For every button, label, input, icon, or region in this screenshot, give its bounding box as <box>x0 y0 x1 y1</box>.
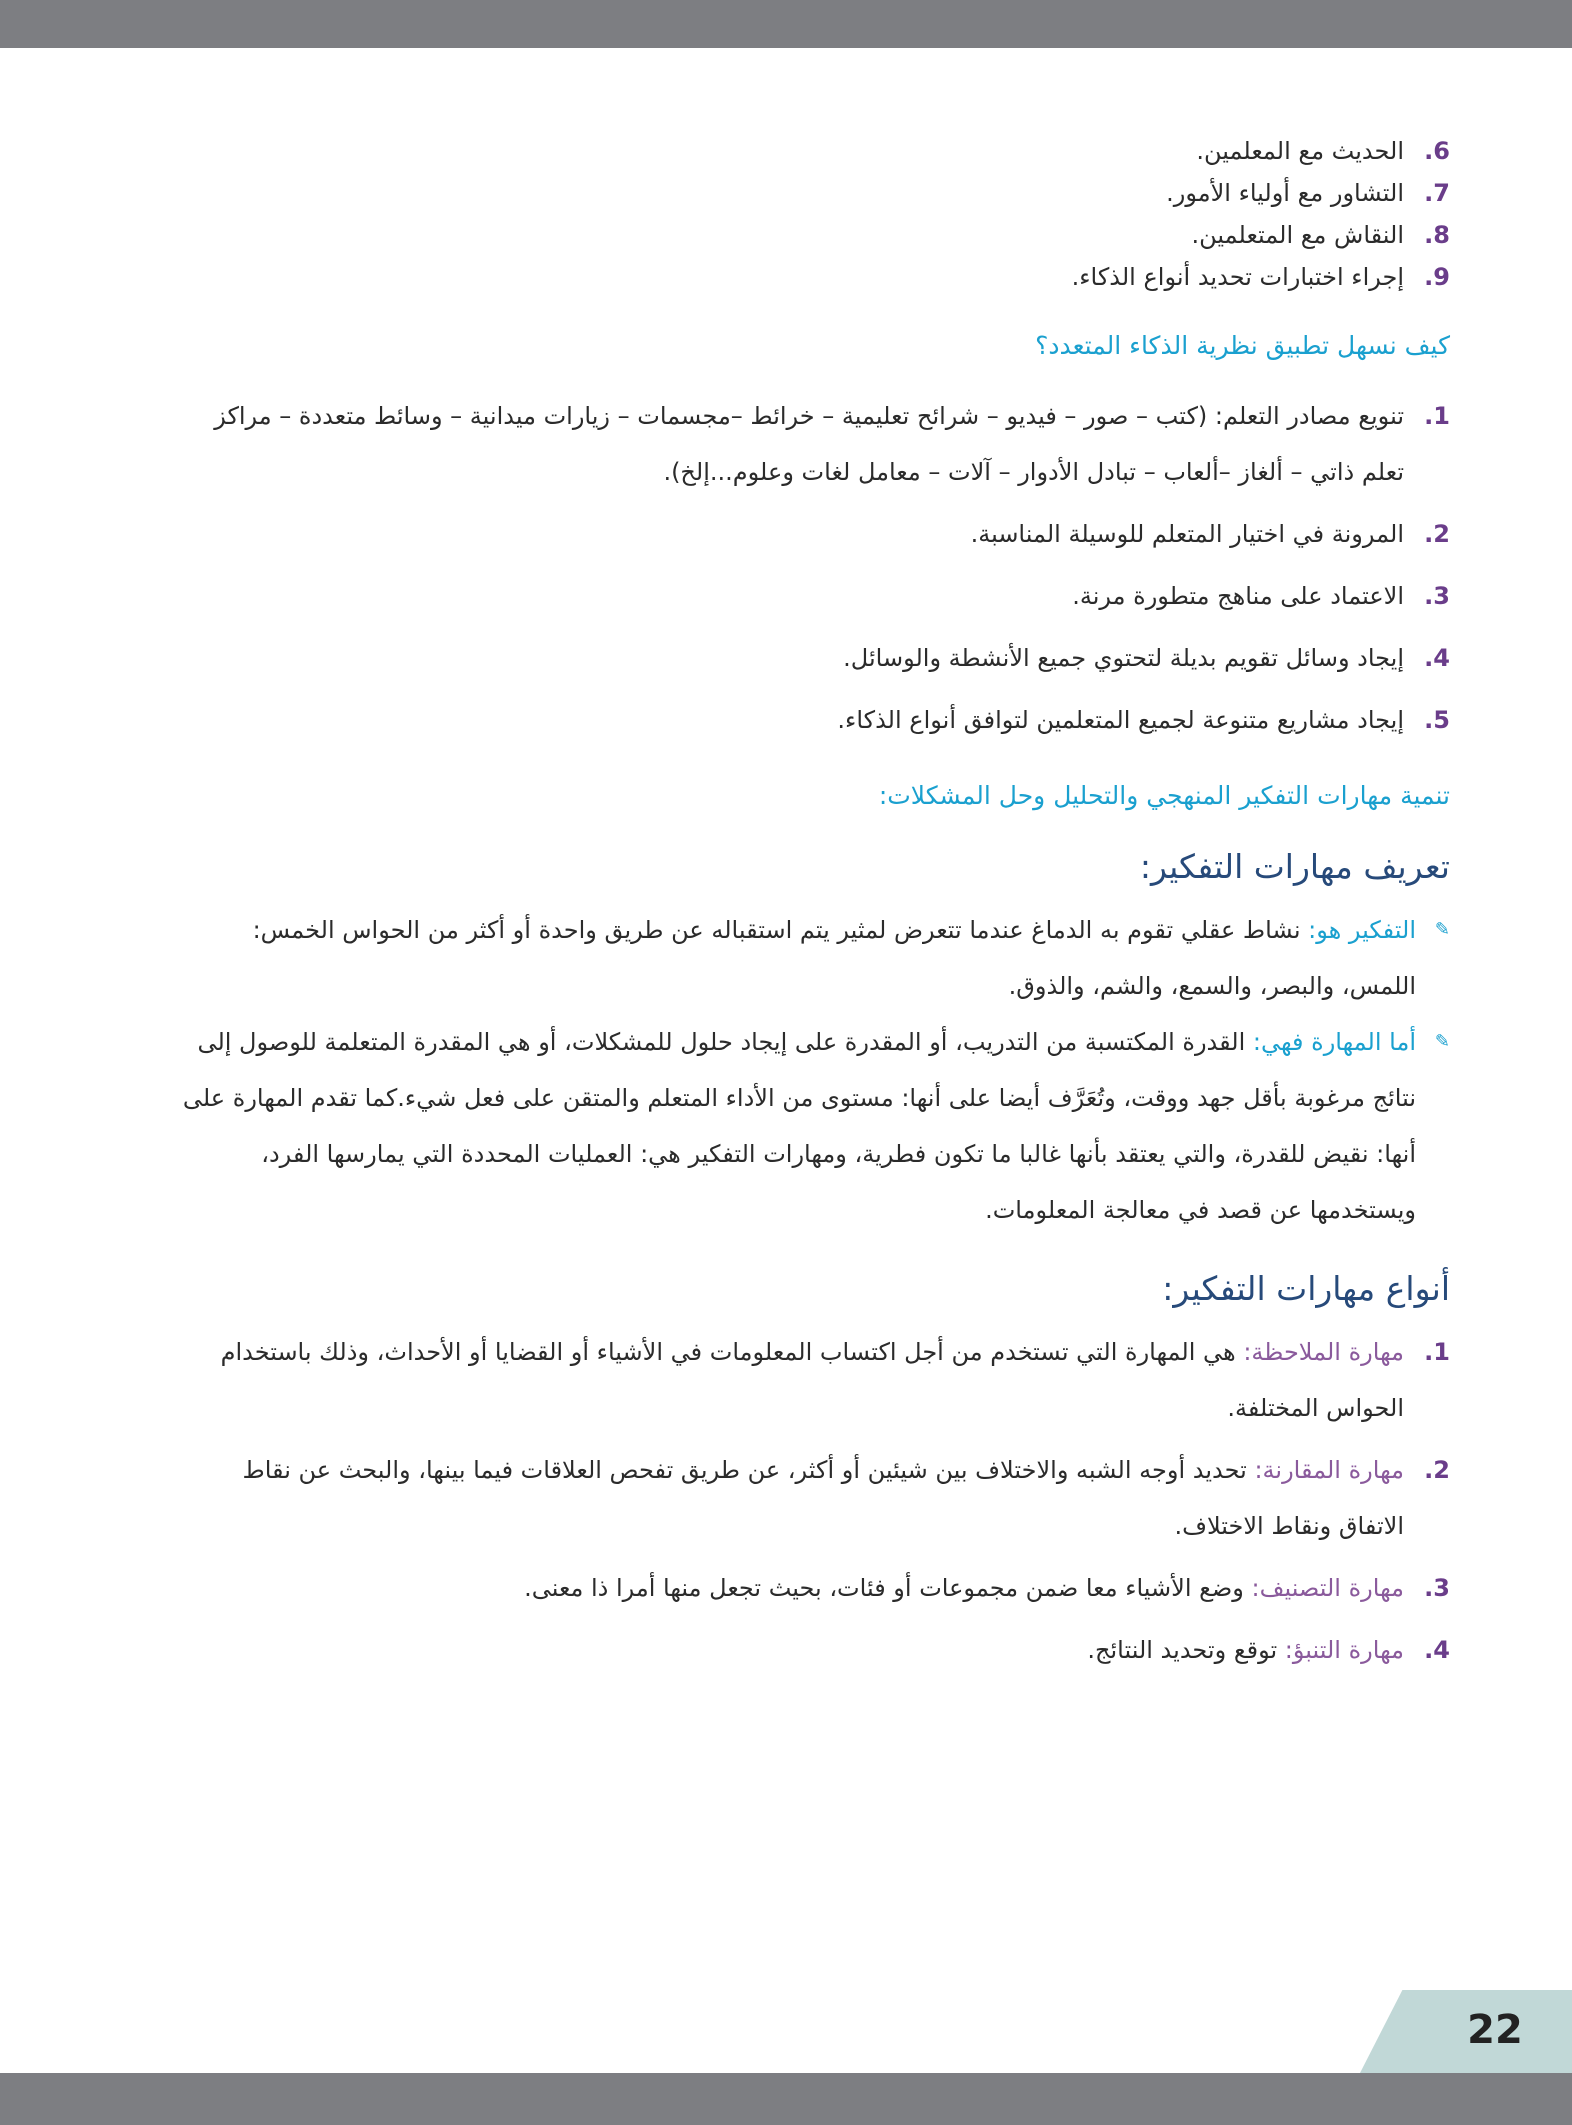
definition-body: القدرة المكتسبة من التدريب، أو المقدرة على إيجاد حلول للمشكلات، أو هي المقدرة المتعلمة للوصول إلى نتائج مرغوبة بأقل جهد ووقت، وتُعَرَّف أيضا على أنها: مستوى من الأداء المتعلم والمتقن على فعل شيء.كما تقدم المهارة على أنها: نقيض للقدرة، والتي يعتقد بأنها غالبا ما تكون فطرية، ومهارات التفكير هي: العمليات المحددة التي يمارسها الفرد، ويستخدمها عن قصد في معالجة المعلومات. <box>182 1028 1416 1224</box>
definition-label: التفكير هو: <box>1308 916 1416 944</box>
bottom-bar <box>0 2073 1572 2125</box>
list-item <box>175 1622 1450 1678</box>
item-number: 5. <box>1424 706 1450 734</box>
list-item <box>175 172 1450 214</box>
list-sources <box>175 130 1450 298</box>
heading-definition: تعريف مهارات التفكير: <box>1139 847 1450 886</box>
type-label: مهارة المقارنة: <box>1254 1456 1404 1484</box>
list-types <box>175 1324 1450 1678</box>
item-number: 1. <box>1424 402 1450 430</box>
item-number: 6. <box>1424 137 1450 165</box>
type-label: مهارة التصنيف: <box>1251 1574 1404 1602</box>
item-number: 9. <box>1424 263 1450 291</box>
list-item <box>175 256 1450 298</box>
item-text: الحديث مع المعلمين. <box>1196 137 1404 165</box>
item-text <box>175 1622 1404 1678</box>
definition-text <box>175 902 1416 1014</box>
list-apply <box>175 388 1450 748</box>
heading-apply: كيف نسهل تطبيق نظرية الذكاء المتعدد؟ <box>1035 331 1450 360</box>
heading-develop: تنمية مهارات التفكير المنهجي والتحليل وحل المشكلات: <box>878 781 1450 810</box>
item-text: إيجاد وسائل تقويم بديلة لتحتوي جميع الأنشطة والوسائل. <box>843 644 1404 672</box>
heading-types: أنواع مهارات التفكير: <box>1162 1269 1450 1308</box>
list-item <box>175 568 1450 624</box>
list-item <box>175 1560 1450 1616</box>
item-text: المرونة في اختيار المتعلم للوسيلة المناسبة. <box>970 520 1404 548</box>
list-item <box>175 506 1450 562</box>
definition-text <box>175 1014 1416 1238</box>
item-number: 3. <box>1424 582 1450 610</box>
list-item <box>175 1324 1450 1436</box>
item-text: إجراء اختبارات تحديد أنواع الذكاء. <box>1071 263 1404 291</box>
definition-thinking <box>175 902 1450 1014</box>
type-body: توقع وتحديد النتائج. <box>1087 1636 1285 1664</box>
type-label: مهارة التنبؤ: <box>1284 1636 1404 1664</box>
list-item <box>175 630 1450 686</box>
definition-skill <box>175 1014 1450 1238</box>
pencil-icon: ✎ <box>1434 1031 1450 1052</box>
item-number: 4. <box>1424 1636 1450 1664</box>
item-text: النقاش مع المتعلمين. <box>1191 221 1404 249</box>
item-number: 2. <box>1424 520 1450 548</box>
type-body: تحديد أوجه الشبه والاختلاف بين شيئين أو أكثر، عن طريق تفحص العلاقات فيما بينها، والبحث عن نقاط الاتفاق ونقاط الاختلاف. <box>242 1456 1404 1540</box>
item-text: تنويع مصادر التعلم: (كتب – صور – فيديو – شرائح تعليمية – خرائط –مجسمات – زيارات ميدانية – وسائط متعددة – مراكز تعلم ذاتي – ألغاز –ألعاب – تبادل الأدوار – آلات – معامل لغات وعلوم...إلخ). <box>214 402 1404 486</box>
type-label: مهارة الملاحظة: <box>1243 1338 1404 1366</box>
item-number: 7. <box>1424 179 1450 207</box>
type-body: هي المهارة التي تستخدم من أجل اكتساب المعلومات في الأشياء أو القضايا أو الأحداث، وذلك باستخدام الحواس المختلفة. <box>220 1338 1404 1422</box>
item-number: 1. <box>1424 1338 1450 1366</box>
list-item <box>175 130 1450 172</box>
item-text: إيجاد مشاريع متنوعة لجميع المتعلمين لتوافق أنواع الذكاء. <box>837 706 1404 734</box>
pencil-icon: ✎ <box>1434 919 1450 940</box>
item-text: الاعتماد على مناهج متطورة مرنة. <box>1072 582 1404 610</box>
item-text: التشاور مع أولياء الأمور. <box>1166 179 1404 207</box>
item-text <box>175 1442 1404 1554</box>
list-item <box>175 692 1450 748</box>
definition-label: أما المهارة فهي: <box>1252 1028 1416 1056</box>
item-number: 4. <box>1424 644 1450 672</box>
list-item <box>175 388 1450 500</box>
list-item <box>175 1442 1450 1554</box>
top-bar <box>0 0 1572 48</box>
item-number: 2. <box>1424 1456 1450 1484</box>
page-number: 22 <box>1467 2007 1523 2053</box>
item-text <box>175 1324 1404 1436</box>
item-number: 8. <box>1424 221 1450 249</box>
page-content <box>175 130 1450 1684</box>
item-text <box>175 1560 1404 1616</box>
item-number: 3. <box>1424 1574 1450 1602</box>
definition-body: نشاط عقلي تقوم به الدماغ عندما تتعرض لمثير يتم استقباله عن طريق واحدة أو أكثر من الحواس الخمس: اللمس، والبصر، والسمع، والشم، والذوق. <box>252 916 1416 1000</box>
type-body: وضع الأشياء معا ضمن مجموعات أو فئات، بحيث تجعل منها أمرا ذا معنى. <box>524 1574 1252 1602</box>
list-item <box>175 214 1450 256</box>
